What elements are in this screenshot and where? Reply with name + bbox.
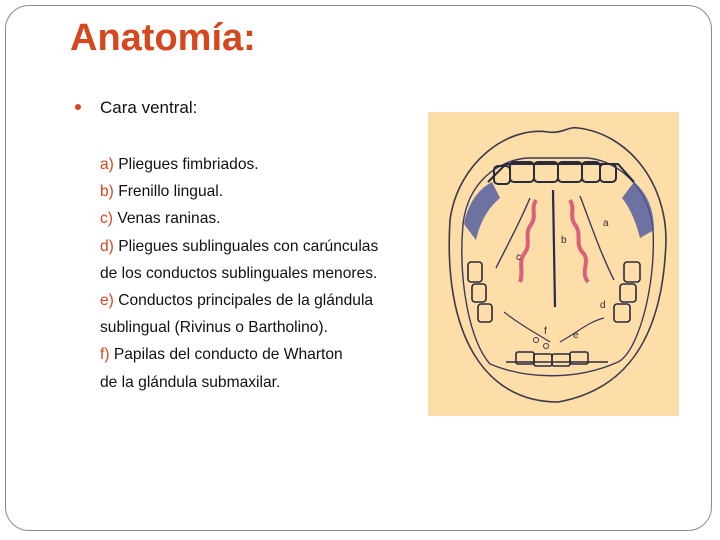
- item-letter: b): [100, 183, 114, 201]
- tongue-diagram-icon: [428, 112, 679, 416]
- list-item: [100, 151, 378, 178]
- list-item: [100, 341, 378, 368]
- list-item: [100, 233, 378, 260]
- item-text: de la glándula submaxilar.: [100, 373, 281, 391]
- item-text: Papilas del conducto de Wharton: [109, 346, 343, 364]
- label-f: f: [544, 326, 547, 337]
- item-text: Conductos principales de la glándula: [113, 292, 374, 310]
- list-item: [100, 260, 378, 287]
- label-a: a: [603, 218, 609, 229]
- bullet-dot-icon: [75, 104, 81, 110]
- list-item: [100, 369, 378, 396]
- item-text: Pliegues sublinguales con carúnculas: [113, 237, 379, 255]
- list-item: [100, 287, 378, 314]
- list-item: [100, 178, 378, 205]
- item-letter: e): [100, 292, 114, 310]
- label-c: c: [516, 252, 521, 263]
- label-b: b: [561, 235, 567, 246]
- slide-title: Anatomía:: [70, 17, 256, 59]
- bullet-item: [75, 97, 197, 119]
- item-letter: d): [100, 237, 114, 255]
- item-letter: a): [100, 156, 114, 173]
- item-text: Venas raninas.: [113, 210, 221, 228]
- label-e: e: [573, 330, 579, 341]
- bullet-text: Cara ventral:: [100, 98, 198, 117]
- list-item: [100, 205, 378, 232]
- item-letter: c): [100, 210, 113, 228]
- item-text: Pliegues fimbriados.: [113, 156, 259, 173]
- anatomy-list: [100, 151, 378, 396]
- item-text: sublingual (Rivinus o Bartholino).: [100, 319, 328, 337]
- label-d: d: [600, 300, 606, 311]
- item-text: de los conductos sublinguales menores.: [100, 264, 378, 282]
- list-item: [100, 314, 378, 341]
- tongue-illustration: [428, 112, 679, 416]
- item-letter: f): [100, 346, 110, 364]
- item-text: Frenillo lingual.: [113, 183, 224, 201]
